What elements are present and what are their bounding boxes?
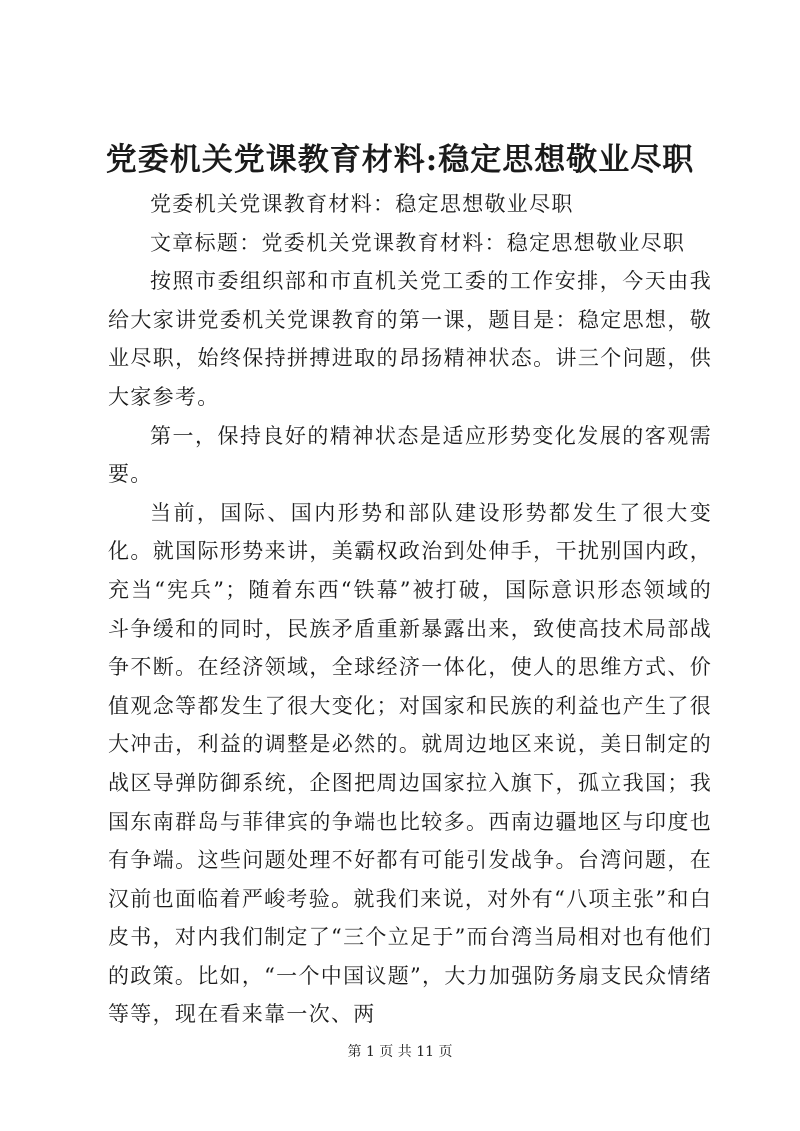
paragraph-section-one-heading: 第一，保持良好的精神状态是适应形势变化发展的客观需要。 [108,423,712,487]
paragraph-subtitle: 党委机关党课教育材料：稳定思想敬业尽职 [150,192,574,216]
paragraph-situation: 当前，国际、国内形势和部队建设形势都发生了很大变化。就国际形势来讲，美霸权政治到处伸手，干扰别国内政，充当“宪兵”；随着东西“铁幕”被打破，国际意识形态领域的斗争缓和的同时，民族矛盾重新暴露出来，致使高技术局部战争不断。在经济领域，全球经济一体化，使人的思维方式、价值观念等都发生了很大变化；对国家和民族的利益也产生了很大冲击，利益的调整是必然的。就周边地区来说，美日制定的战区导弹防御系统，企图把周边国家拉入旗下，孤立我国；我国东南群岛与菲律宾的争端也比较多。西南边疆地区与印度也有争端。这些问题处理不好都有可能引发战争。台湾问题，在汉前也面临着严峻考验。就我们来说，对外有“八项主张”和白皮书，对内我们制定了“三个立足于”而台湾当局相对也有他们的政策。比如，“一个中国议题”，大力加强防务扇支民众情绪等等，现在看来靠一次、两 [108,500,712,1027]
document-title: 党委机关党课教育材料:稳定思想敬业尽职 [105,142,695,178]
paragraph-article-title: 文章标题：党委机关党课教育材料：稳定思想敬业尽职 [150,230,686,255]
paragraph-intro: 按照市委组织部和市直机关党工委的工作安排，今天由我给大家讲党委机关党课教育的第一课，题目是：稳定思想，敬业尽职，始终保持拼搏进取的昂扬精神状态。讲三个问题，供大家参考。 [108,269,712,409]
document-body [108,185,712,1034]
page-footer: 第 1 页 共 11 页 [347,1044,453,1060]
